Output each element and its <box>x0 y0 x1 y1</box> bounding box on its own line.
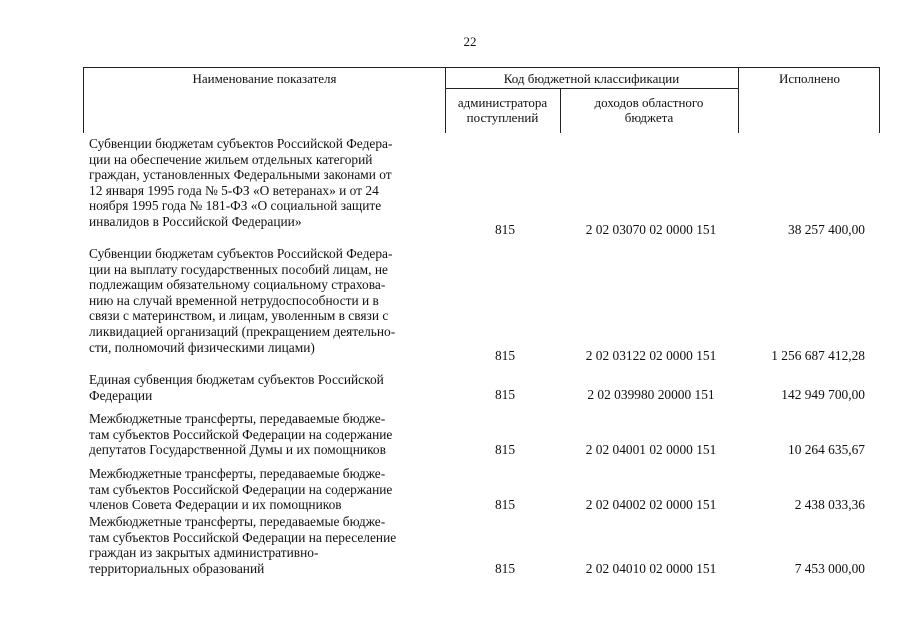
row-name-line: граждан из закрытых административно- <box>89 545 319 561</box>
row-admin-code: 815 <box>494 561 516 577</box>
table-row <box>0 411 905 458</box>
row-name-line: Межбюджетные трансферты, передаваемые бюдже- <box>89 514 386 529</box>
row-name-line: Субвенции бюджетам субъектов Российской Федера- <box>89 136 393 151</box>
row-name-line: ноября 1995 года № 181-ФЗ «О социальной защите <box>89 198 382 214</box>
row-income-code: 2 02 04001 02 0000 151 <box>585 442 717 458</box>
header-admin <box>445 95 560 125</box>
row-admin-code: 815 <box>494 222 516 238</box>
table-row <box>0 136 905 238</box>
table-row <box>0 514 905 577</box>
header-income-line: доходов областного <box>594 95 704 110</box>
row-name-line: ции на обеспечение жильем отдельных категорий <box>89 151 373 167</box>
header-income-line: бюджета <box>624 110 674 125</box>
header-admin-line: поступлений <box>466 110 539 125</box>
row-name-line: подлежащим обязательному социальному страхова- <box>89 277 386 293</box>
row-amount: 2 438 033,36 <box>794 497 865 513</box>
row-name-line: там субъектов Российской Федерации на переселение <box>89 529 397 545</box>
row-name-line: сти, полномочий физическими лицами) <box>89 339 315 355</box>
header-name: Наименование показателя <box>192 71 337 86</box>
row-name <box>89 246 449 355</box>
row-name-line: связи с материнством, и лицам, уволенным в связи с <box>89 308 389 324</box>
row-name-line: инвалидов в Российской Федерации» <box>89 213 302 229</box>
row-name-line: территориальных образований <box>89 560 265 576</box>
row-name-line: Межбюджетные трансферты, передаваемые бюдже- <box>89 466 386 481</box>
row-name <box>89 466 449 513</box>
row-name-line: Субвенции бюджетам субъектов Российской Федера- <box>89 246 393 261</box>
row-amount: 10 264 635,67 <box>788 442 865 458</box>
table-body <box>0 136 905 577</box>
row-income-code: 2 02 04010 02 0000 151 <box>585 561 717 577</box>
row-name-line: граждан, установленных Федеральными законами от <box>89 167 392 183</box>
table-row <box>0 246 905 364</box>
row-name-line: там субъектов Российской Федерации на содержание <box>89 481 393 497</box>
row-name-line: членов Совета Федерации и их помощников <box>89 497 342 513</box>
header-code-group: Код бюджетной классификации <box>503 71 680 86</box>
row-name <box>89 514 449 576</box>
row-name-line: Единая субвенция бюджетам субъектов Российской <box>89 372 384 387</box>
row-name-line: Межбюджетные трансферты, передаваемые бюдже- <box>89 411 386 426</box>
header-done: Исполнено <box>778 71 841 86</box>
row-name <box>89 372 449 403</box>
row-income-code: 2 02 03070 02 0000 151 <box>585 222 717 238</box>
row-name-line: ции на выплату государственных пособий лицам, не <box>89 261 388 277</box>
row-admin-code: 815 <box>494 497 516 513</box>
page-number: 22 <box>463 34 477 49</box>
row-name <box>89 136 449 230</box>
row-income-code: 2 02 03122 02 0000 151 <box>585 348 717 364</box>
header-divider <box>445 88 738 89</box>
header-income <box>560 95 738 125</box>
row-admin-code: 815 <box>494 348 516 364</box>
header-admin-line: администратора <box>457 95 548 110</box>
row-amount: 142 949 700,00 <box>781 387 865 403</box>
row-name-line: нию на случай временной нетрудоспособности и в <box>89 292 379 308</box>
row-name <box>89 411 449 458</box>
row-amount: 7 453 000,00 <box>794 561 865 577</box>
row-name-line: там субъектов Российской Федерации на содержание <box>89 426 393 442</box>
row-amount: 1 256 687 412,28 <box>771 348 865 364</box>
row-name-line: Федерации <box>89 387 153 403</box>
row-name-line: депутатов Государственной Думы и их помощников <box>89 442 386 458</box>
row-income-code: 2 02 04002 02 0000 151 <box>585 497 717 513</box>
row-name-line: 12 января 1995 года № 5-ФЗ «О ветеранах» и от 24 <box>89 182 379 198</box>
table-header <box>83 67 880 133</box>
row-admin-code: 815 <box>494 442 516 458</box>
table-row <box>0 466 905 513</box>
row-amount: 38 257 400,00 <box>788 222 865 238</box>
table-row <box>0 372 905 403</box>
row-name-line: ликвидацией организаций (прекращением деятельно- <box>89 323 396 339</box>
row-admin-code: 815 <box>494 387 516 403</box>
row-income-code: 2 02 039980 20000 151 <box>587 387 715 403</box>
